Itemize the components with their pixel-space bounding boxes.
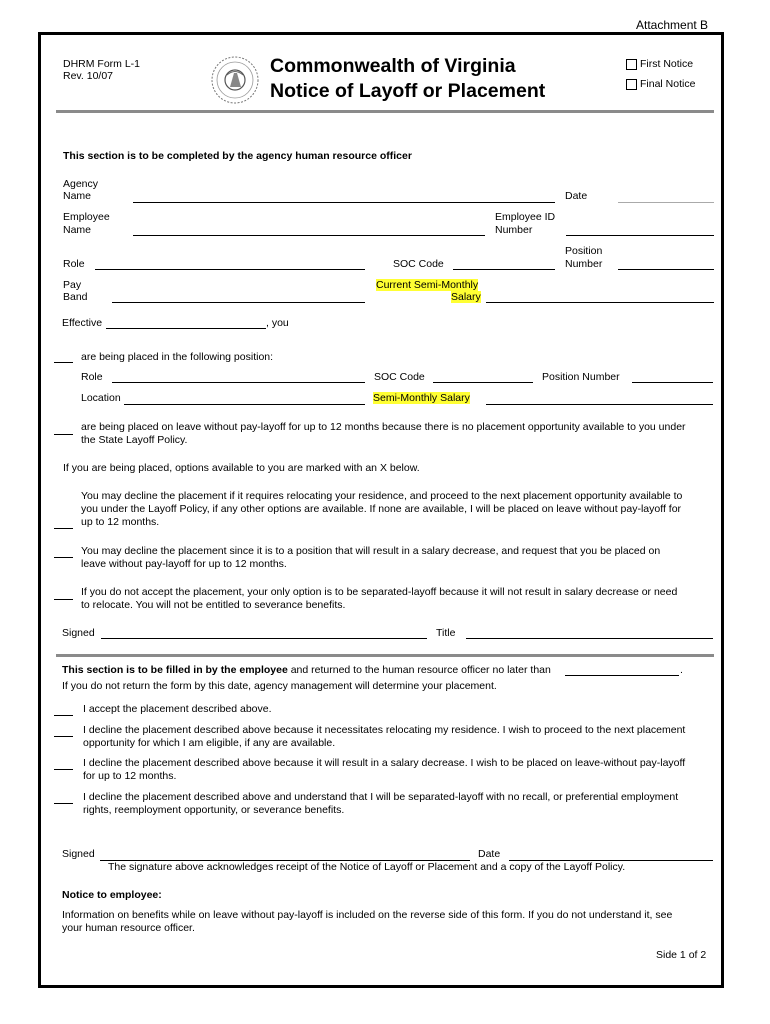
choice-decline-relocate-line2: opportunity for which I am eligible, if any are available. bbox=[83, 737, 336, 749]
attachment-label: Attachment B bbox=[636, 18, 709, 32]
hr-signature-field[interactable] bbox=[101, 638, 427, 639]
options-text: If you are being placed, options available to you are marked with an X below. bbox=[63, 462, 420, 474]
employee-signed-label: Signed bbox=[62, 848, 95, 860]
option3-line1: If you do not accept the placement, your only option is to be separated-layoff because it will not result in salary decrease or need bbox=[81, 586, 678, 598]
page-indicator: Side 1 of 2 bbox=[656, 949, 707, 961]
location-label: Location bbox=[81, 392, 121, 404]
date-label: Date bbox=[565, 190, 588, 202]
current-salary-label-2: Salary bbox=[451, 291, 481, 303]
placed-text: are being placed in the following position: bbox=[81, 351, 274, 363]
form-rev: Rev. 10/07 bbox=[63, 70, 114, 82]
placed-check-field[interactable] bbox=[54, 362, 73, 363]
virginia-seal-icon bbox=[210, 55, 260, 105]
option2-line2: leave without pay-layoff for up to 12 months. bbox=[81, 558, 287, 570]
choice-decline-salary-line2: for up to 12 months. bbox=[83, 770, 177, 782]
section-divider bbox=[56, 654, 714, 657]
option3-line2: to relocate. You will not be entitled to severance benefits. bbox=[81, 599, 346, 611]
agency-label: Agency bbox=[63, 178, 99, 190]
option1-line2: you under the Layoff Policy, if any other options are available. If none are available, I will be placed on leave without pay-layoff for bbox=[81, 503, 682, 515]
form-title-line1: Commonwealth of Virginia bbox=[270, 55, 516, 77]
first-notice-checkbox[interactable] bbox=[626, 59, 637, 70]
new-soc-code-label: SOC Code bbox=[374, 371, 425, 383]
notice-heading: Notice to employee: bbox=[62, 889, 162, 901]
option1-line1: You may decline the placement if it requires relocating your residence, and proceed to the next placement opportunity available to bbox=[81, 490, 683, 502]
hr-signed-label: Signed bbox=[62, 627, 95, 639]
agency-label-2: Name bbox=[63, 190, 92, 202]
decline-separate-check-field[interactable] bbox=[54, 803, 73, 804]
employee-id-label: Employee ID bbox=[495, 211, 556, 223]
form-id: DHRM Form L-1 bbox=[63, 58, 141, 70]
location-field[interactable] bbox=[124, 404, 365, 405]
leave-text-line1: are being placed on leave without pay-layoff for up to 12 months because there is no placement opportunity available to you under bbox=[81, 421, 686, 433]
return-text: If you do not return the form by this date, agency management will determine your placement. bbox=[62, 680, 497, 692]
semi-monthly-salary-field[interactable] bbox=[486, 404, 713, 405]
option3-check-field[interactable] bbox=[54, 599, 73, 600]
decline-salary-check-field[interactable] bbox=[54, 769, 73, 770]
option2-check-field[interactable] bbox=[54, 557, 73, 558]
choice-decline-separate-line2: rights, reemployment opportunity, or severance benefits. bbox=[83, 804, 345, 816]
pay-band-label: Pay bbox=[63, 279, 82, 291]
position-number-field[interactable] bbox=[618, 269, 714, 270]
role-label: Role bbox=[63, 258, 85, 270]
notice-text-line1: Information on benefits while on leave without pay-layoff is included on the reverse side of this form. If you do not understand it, see bbox=[62, 909, 673, 921]
effective-you-label: , you bbox=[266, 317, 289, 329]
semi-monthly-salary-label: Semi-Monthly Salary bbox=[373, 392, 470, 404]
final-notice-label: Final Notice bbox=[640, 78, 696, 90]
soc-code-field[interactable] bbox=[453, 269, 555, 270]
soc-code-label: SOC Code bbox=[393, 258, 444, 270]
option1-line3: up to 12 months. bbox=[81, 516, 160, 528]
hr-title-field[interactable] bbox=[466, 638, 713, 639]
employee-section-heading-rest: and returned to the human resource officer no later than bbox=[287, 664, 551, 676]
agency-name-field[interactable] bbox=[133, 202, 555, 203]
final-notice-checkbox[interactable] bbox=[626, 79, 637, 90]
decline-relocate-check-field[interactable] bbox=[54, 736, 73, 737]
employee-section-heading-bold: This section is to be filled in by the employee bbox=[62, 664, 288, 676]
leave-check-field[interactable] bbox=[54, 434, 73, 435]
hr-section-heading: This section is to be completed by the agency human resource officer bbox=[63, 150, 412, 162]
choice-decline-separate-line1: I decline the placement described above and understand that I will be separated-layoff with no recall, or preferential employment bbox=[83, 791, 679, 803]
option1-check-field[interactable] bbox=[54, 528, 73, 529]
current-salary-field[interactable] bbox=[486, 302, 714, 303]
choice-decline-salary-line1: I decline the placement described above because it will result in a salary decrease. I wish to be placed on leave-without pay-layoff bbox=[83, 757, 686, 769]
header-divider bbox=[56, 110, 714, 113]
position-number-label: Position bbox=[565, 245, 603, 257]
return-period: . bbox=[680, 664, 683, 676]
accept-check-field[interactable] bbox=[54, 715, 73, 716]
employee-section-heading bbox=[62, 664, 551, 676]
acknowledgement-text: The signature above acknowledges receipt of the Notice of Layoff or Placement and a copy of the Layoff Policy. bbox=[108, 861, 626, 873]
position-number-label-2: Number bbox=[565, 258, 603, 270]
hr-title-label: Title bbox=[436, 627, 456, 639]
choice-accept: I accept the placement described above. bbox=[83, 703, 272, 715]
new-role-label: Role bbox=[81, 371, 103, 383]
pay-band-field[interactable] bbox=[112, 302, 365, 303]
form-title-line2: Notice of Layoff or Placement bbox=[270, 80, 546, 102]
pay-band-label-2: Band bbox=[63, 291, 88, 303]
leave-text-line2: the State Layoff Policy. bbox=[81, 434, 188, 446]
employee-id-field[interactable] bbox=[566, 235, 714, 236]
return-by-date-field[interactable] bbox=[565, 675, 679, 676]
effective-label: Effective bbox=[62, 317, 103, 329]
new-soc-code-field[interactable] bbox=[433, 382, 533, 383]
employee-date-label: Date bbox=[478, 848, 501, 860]
choice-decline-relocate-line1: I decline the placement described above because it necessitates relocating my residence. I wish to proceed to the next placement bbox=[83, 724, 686, 736]
employee-id-label-2: Number bbox=[495, 224, 533, 236]
employee-name-field[interactable] bbox=[133, 235, 485, 236]
new-position-number-label: Position Number bbox=[542, 371, 620, 383]
role-field[interactable] bbox=[95, 269, 365, 270]
employee-label: Employee bbox=[63, 211, 110, 223]
new-role-field[interactable] bbox=[112, 382, 365, 383]
effective-date-field[interactable] bbox=[106, 328, 266, 329]
employee-label-2: Name bbox=[63, 224, 92, 236]
date-field[interactable] bbox=[618, 202, 714, 203]
current-salary-label: Current Semi-Monthly bbox=[376, 279, 479, 291]
option2-line1: You may decline the placement since it is to a position that will result in a salary decrease, and request that you be placed on bbox=[81, 545, 661, 557]
first-notice-label: First Notice bbox=[640, 58, 694, 70]
new-position-number-field[interactable] bbox=[632, 382, 713, 383]
notice-text-line2: your human resource officer. bbox=[62, 922, 195, 934]
